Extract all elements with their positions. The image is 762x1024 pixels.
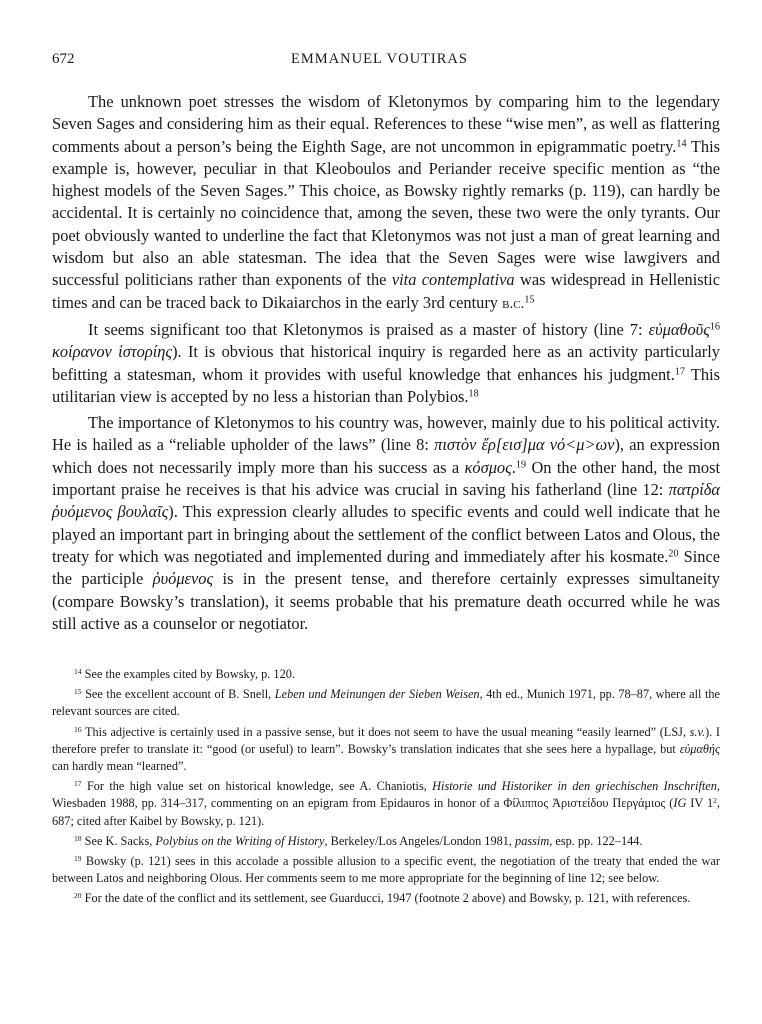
greek-quote: κόσμος <box>464 457 512 477</box>
footnotes <box>52 666 720 911</box>
body-text <box>52 91 720 639</box>
footnote-16: $^{16}$ This adjective is certainly used in a passive sense, but it does not seem to have the usual meaning “easily learned” (LSJ, s.v.). I therefore prefer to translate it: “good (or useful) to learn”. Bowsky’s translation indicates that she sees here a hypallage, but εὐμαθής can hardly mean “learned”. <box>52 724 721 774</box>
greek-quote: πιστὸν ἔρ[εισ]μα νό<μ>ων <box>434 435 615 455</box>
greek-quote: πατρίδα ῥυόμενος βουλαῖς <box>52 480 720 522</box>
greek-quote: κοίρανον ἱστορίης <box>52 342 173 362</box>
footnote-ref-17[interactable]: 17 <box>674 365 685 377</box>
footnote-ref-14[interactable]: 14 <box>676 138 687 150</box>
footnote-ref-16[interactable]: 16 <box>709 321 720 333</box>
footnote-ref-19[interactable]: 19 <box>515 459 527 471</box>
page-header <box>52 51 707 73</box>
footnote-ref-15[interactable]: 15 <box>524 294 535 306</box>
footnote-17: $^{17}$ For the high value set on historical knowledge, see A. Chaniotis, Historie und Historiker in den griechischen Inschriften, Wiesbaden 1988, pp. 314–317, commenting on an epigram from Epidauros in honor of a Φίλιππος Ἀριστείδου Περγάμιος (IG IV $1^2$, 687; cited after Kaibel by Bowsky, p. 121). <box>52 779 720 828</box>
paragraph-2: It seems significant too that Kletonymos is praised as a master of history (line 7: εὐμαθοῦς$^{16}$ κοίρανον ἱστορίης). It is obvious that historical inquiry is regarded here as an activity particularly befitting a statesman, whom it provides with useful knowledge that enhances his judgment.$^{17}$ This utilitarian view is accepted by no less a historian than Polybios.$^{18}$ <box>52 319 720 406</box>
footnote-20: $^{20}$ For the date of the conflict and its settlement, see Guarducci, 1947 (footnote 2 above) and Bowsky, p. 121, with references. <box>74 891 691 906</box>
footnote-18: $^{18}$ See K. Sacks, Polybius on the Writing of History, Berkeley/Los Angeles/London 1981, passim, esp. pp. 122–144. <box>74 833 643 848</box>
footnote-19: $^{19}$ Bowsky (p. 121) sees in this accolade a possible allusion to a specific event, the negotiation of the treaty that ended the war between Latos and neighboring Olous. Her comments seem to me more appropriate for the beginning of line 12; see below. <box>52 853 720 886</box>
greek-quote: εὐμαθοῦς <box>648 319 710 339</box>
footnote-ref-20[interactable]: 20 <box>668 548 679 560</box>
greek-quote: ῥυόμενος <box>152 569 214 589</box>
footnote-15: $^{15}$ See the excellent account of B. Snell, Leben und Meinungen der Sieben Weisen, 4th ed., Munich 1971, pp. 78–87, where all the relevant sources are cited. <box>52 687 720 719</box>
footnote-ref-18[interactable]: 18 <box>468 388 479 400</box>
footnote-14: $^{14}$ See the examples cited by Bowsky, p. 120. <box>74 666 295 681</box>
page-number: 672 <box>52 51 75 67</box>
running-head: EMMANUEL VOUTIRAS <box>291 51 468 67</box>
paragraph-3: The importance of Kletonymos to his country was, however, mainly due to his political activity. He is hailed as a “reliable upholder of the laws” (line 8: πιστὸν ἔρ[εισ]μα νό<μ>ων), an expression which does not necessarily imply more than his success as a κόσμος.$^{19}$ On the other hand, the most important praise he receives is that his advice was crucial in saving his fatherland (line 12: πατρίδα ῥυόμενος βουλαῖς). This expression clearly alludes to specific events and could well indicate that he played an important part in bringing about the settlement of the conflict between Latos and Olous, the treaty for which was negotiated and implemented during and immediately after his kosmate.$^{20}$ Since the participle ῥυόμενος is in the present tense, and therefore certainly expresses simultaneity (compare Bowsky’s translation), it seems probable that his premature death occurred while he was still active as a counselor or negotiator. <box>52 413 721 633</box>
paragraph-1: The unknown poet stresses the wisdom of Kletonymos by comparing him to the legendary Seven Sages and considering him as their equal. References to these “wise men”, as well as flattering comments about a person’s being the Eighth Sage, are not uncommon in epigrammatic poetry.$^{14}$ This example is, however, peculiar in that Kleoboulos and Periander receive specific mention as “the highest models of the Seven Sages.” This choice, as Bowsky rightly remarks (p. 119), can hardly be accidental. It is certainly no coincidence that, among the seven, these two were the only tyrants. Our poet obviously wanted to underline the fact that Kletonymos was not just a man of great learning and wisdom but also an able statesman. The idea that the Seven Sages were wise lawgivers and successful politicians rather than exponents of the vita contemplativa was widespread in Hellenistic times and can be traced back to Dikaiarchos in the early 3rd century b.c.$^{15}$ <box>52 92 721 312</box>
